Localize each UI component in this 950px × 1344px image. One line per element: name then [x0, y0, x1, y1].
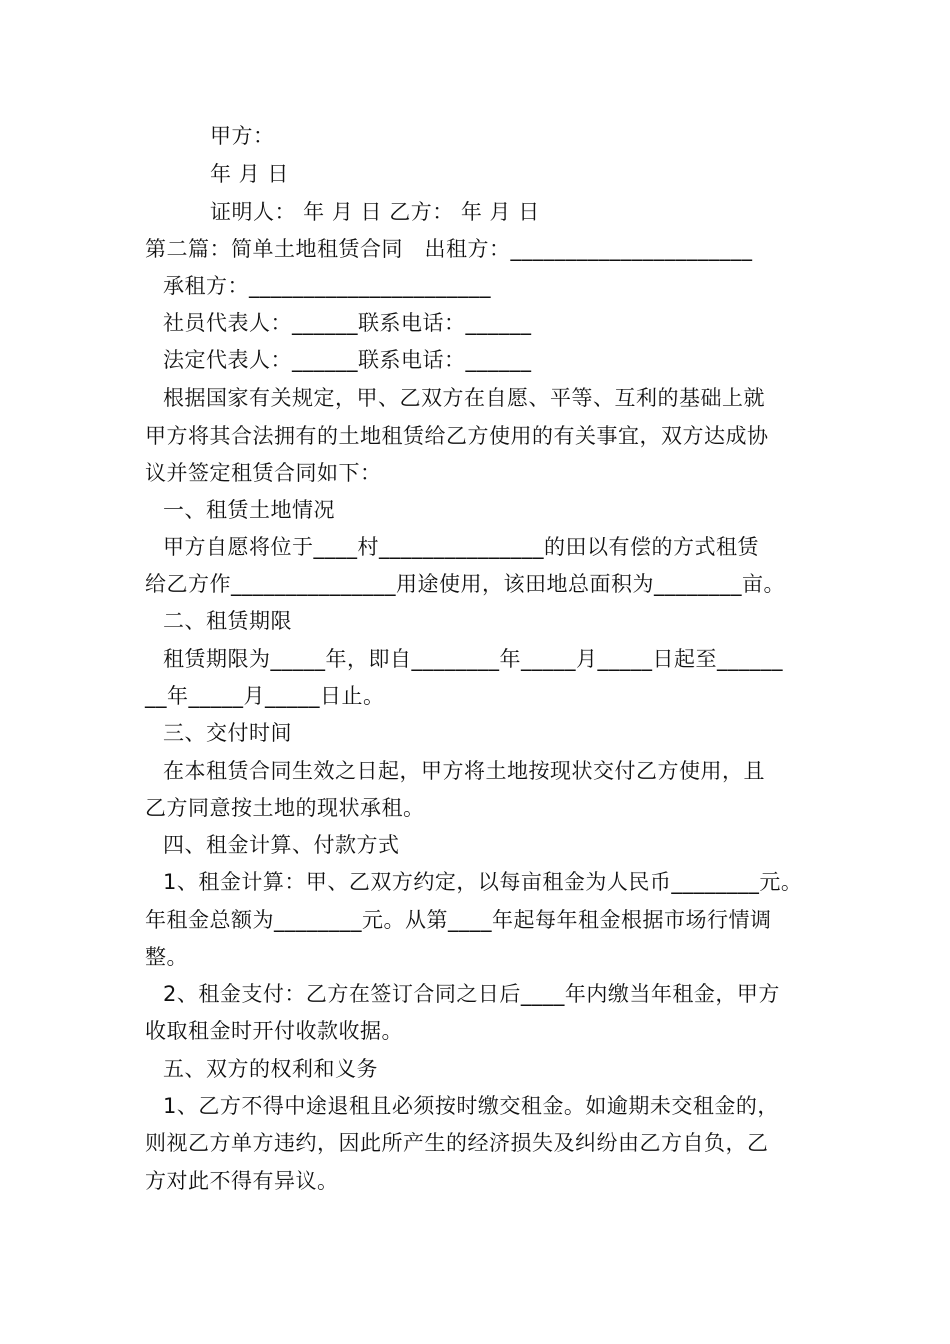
paragraph-line: 给乙方作_______________用途使用，该田地总面积为________亩。: [145, 572, 785, 596]
paragraph-line: 年租金总额为________元。从第____年起每年租金根据市场行情调: [145, 908, 772, 932]
witness-line: 证明人： 年 月 日 乙方： 年 月 日: [210, 200, 540, 224]
paragraph-line: 方对此不得有异议。: [145, 1169, 339, 1193]
paragraph-line: 议并签定租赁合同如下：: [145, 461, 382, 485]
paragraph-line: 1、租金计算：甲、乙双方约定，以每亩租金为人民币________元。: [163, 870, 803, 894]
party-a-label: 甲方：: [210, 124, 275, 148]
heading-land: 一、租赁土地情况: [163, 498, 335, 522]
paragraph-line: 甲方自愿将位于____村_______________的田以有偿的方式租赁: [163, 535, 759, 559]
lessee-line: 承租方：______________________: [163, 274, 491, 298]
paragraph-line: 收取租金时开付收款收据。: [145, 1019, 403, 1043]
paragraph-line: 则视乙方单方违约，因此所产生的经济损失及纠纷由乙方自负，乙: [145, 1131, 769, 1155]
paragraph-line: 甲方将其合法拥有的土地租赁给乙方使用的有关事宜，双方达成协: [145, 424, 769, 448]
date-line: 年 月 日: [210, 162, 289, 186]
heading-rights: 五、双方的权利和义务: [163, 1057, 378, 1081]
paragraph-line: 租赁期限为_____年，即自________年_____月_____日起至______: [163, 647, 783, 671]
paragraph-line: 2、租金支付：乙方在签订合同之日后____年内缴当年租金，甲方: [163, 982, 780, 1006]
heading-rent: 四、租金计算、付款方式: [163, 833, 400, 857]
paragraph-line: __年_____月_____日止。: [145, 684, 385, 708]
section-title-lessor: 第二篇：简单土地租赁合同 出租方：______________________: [145, 237, 753, 261]
heading-delivery: 三、交付时间: [163, 721, 292, 745]
paragraph-line: 根据国家有关规定，甲、乙双方在自愿、平等、互利的基础上就: [163, 386, 765, 410]
paragraph-line: 乙方同意按土地的现状承租。: [145, 796, 425, 820]
paragraph-line: 整。: [145, 945, 188, 969]
legal-rep-line: 法定代表人：______联系电话：______: [163, 348, 532, 372]
member-rep-line: 社员代表人：______联系电话：______: [163, 311, 532, 335]
heading-term: 二、租赁期限: [163, 609, 292, 633]
paragraph-line: 1、乙方不得中途退租且必须按时缴交租金。如逾期未交租金的，: [163, 1094, 779, 1118]
paragraph-line: 在本租赁合同生效之日起，甲方将土地按现状交付乙方使用，且: [163, 759, 765, 783]
